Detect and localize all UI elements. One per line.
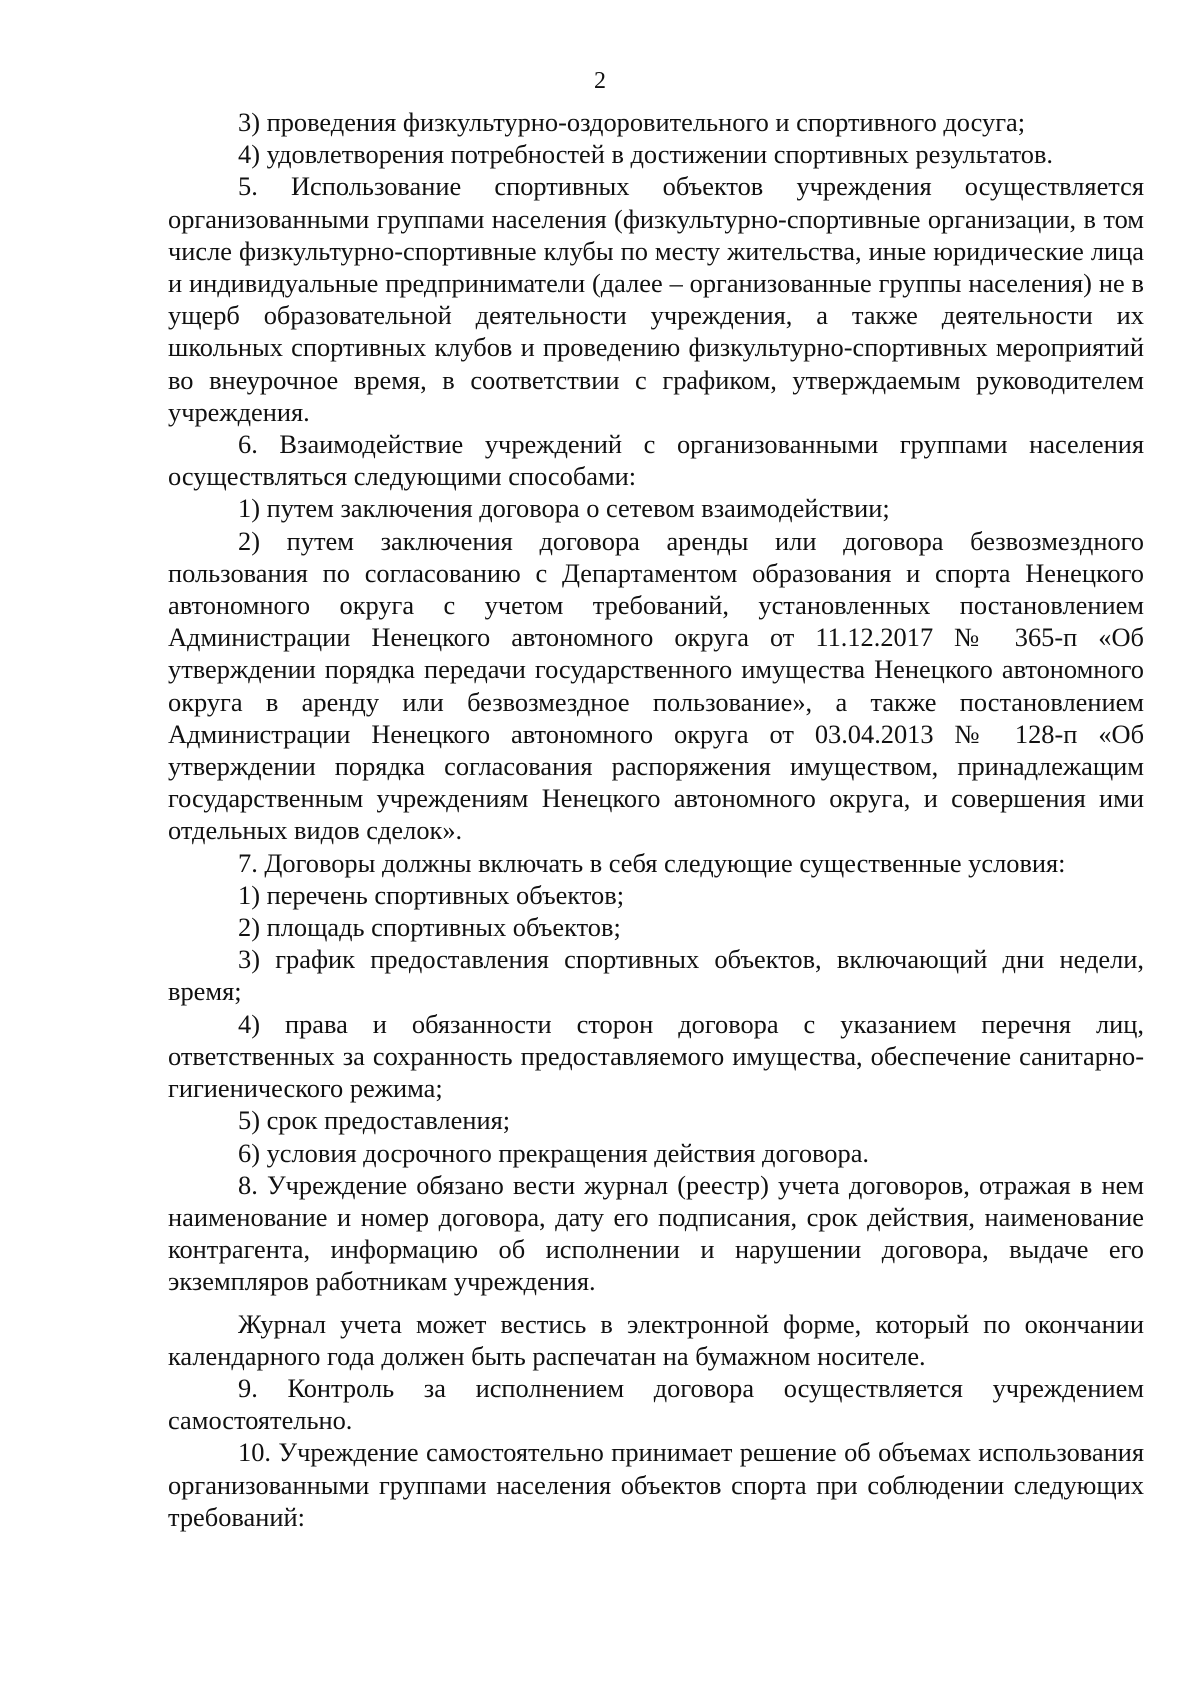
paragraph-item-4: 4) удовлетворения потребностей в достижении спортивных результатов. (238, 139, 1054, 170)
page-number: 2 (594, 68, 606, 94)
paragraph-condition-6: 6) условия досрочного прекращения действия договора. (238, 1137, 870, 1168)
paragraph-clause-10: 10. Учреждение самостоятельно принимает решение об объемах использования организованными группами населения объектов спорта при соблюдении следующих требований: (168, 1437, 1144, 1532)
paragraph-condition-4: 4) права и обязанности сторон договора с указанием перечня лиц, ответственных за сохранность предоставляемого имущества, обеспечение санитарно-гигиенического режима; (168, 1008, 1144, 1104)
paragraph-item-3: 3) проведения физкультурно-оздоровительного и спортивного досуга; (238, 107, 1026, 137)
paragraph-clause-9: 9. Контроль за исполнением договора осуществляется учреждением самостоятельно. (168, 1372, 1144, 1436)
paragraph-journal-note: Журнал учета может вестись в электронной форме, который по окончании календарного года должен быть распечатан на бумажном носителе. (168, 1308, 1144, 1371)
paragraph-condition-3: 3) график предоставления спортивных объектов, включающий дни недели, время; (168, 944, 1144, 1007)
paragraph-clause-8: 8. Учреждение обязано вести журнал (реестр) учета договоров, отражая в нем наименование и номер договора, дату его подписания, срок действия, наименование контрагента, информацию об исполнении и нарушении договора, выдаче его экземпляров работникам учреждения. (168, 1169, 1144, 1297)
paragraph-clause-5: 5. Использование спортивных объектов учреждения осуществляется организованными группами населения (физкультурно-спортивные организации, в том числе физкультурно-спортивные клубы по месту жительства, иные юридические лица и индивидуальные предприниматели (далее – организованные группы населения) не в ущерб образовательной деятельности учреждения, а также деятельности их школьных спортивных клубов и проведению физкультурно-спортивных мероприятий во внеурочное время, в соответствии с графиком, утверждаемым руководителем учреждения. (168, 171, 1144, 427)
paragraph-clause-7: 7. Договоры должны включать в себя следующие существенные условия: (238, 847, 1066, 878)
paragraph-condition-1: 1) перечень спортивных объектов; (238, 879, 625, 910)
paragraph-method-1: 1) путем заключения договора о сетевом взаимодействии; (238, 493, 890, 524)
paragraph-clause-6: 6. Взаимодействие учреждений с организованными группами населения осуществляться следующими способами: (168, 429, 1144, 492)
paragraph-method-2: 2) путем заключения договора аренды или договора безвозмездного пользования по согласованию с Департаментом образования и спорта Ненецкого автономного округа с учетом требований, установленных постановлением Администрации Ненецкого автономного округа от 11.12.2017 № 365-п «Об утверждении порядка передачи государственного имущества Ненецкого автономного округа в аренду или безвозмездное пользование», а также постановлением Администрации Ненецкого автономного округа от 03.04.2013 № 128-п «Об утверждении порядка согласования распоряжения имуществом, принадлежащим государственным учреждениям Ненецкого автономного округа, и совершения ими отдельных видов сделок». (168, 525, 1144, 846)
paragraph-condition-5: 5) срок предоставления; (238, 1105, 511, 1136)
document-body (168, 106, 1144, 1533)
paragraph-condition-2: 2) площадь спортивных объектов; (238, 912, 621, 943)
